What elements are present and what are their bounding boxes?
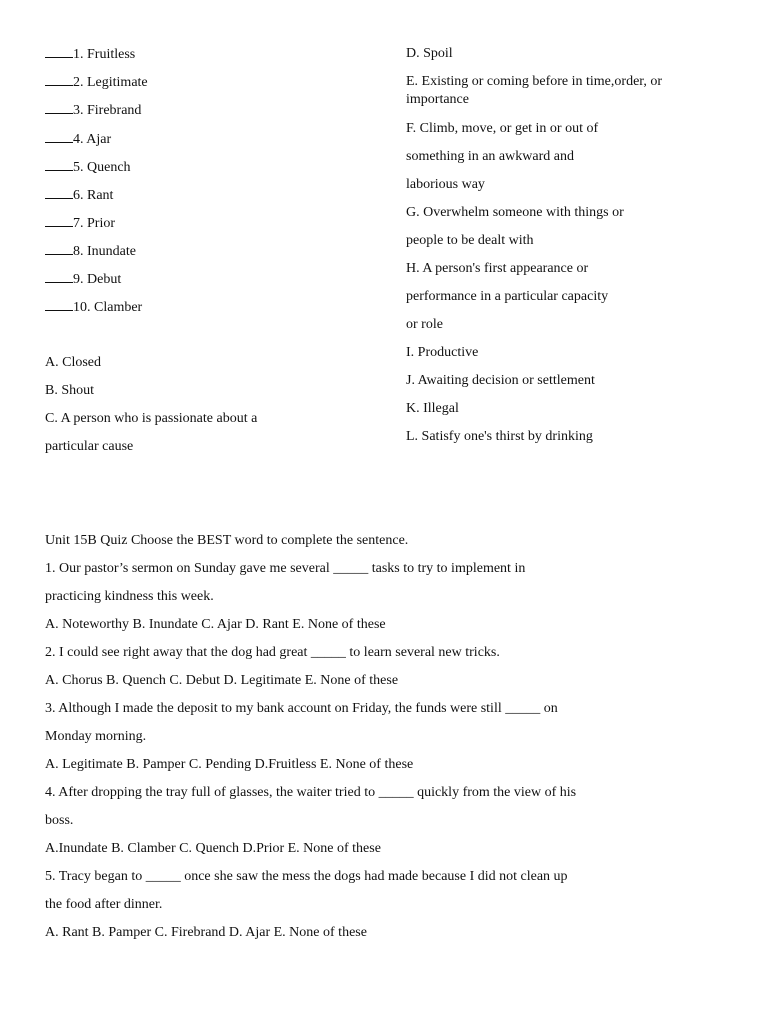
definition-line: E. Existing or coming before in time,order, or bbox=[406, 74, 663, 89]
answer-options: A.Inundate B. Clamber C. Quench D.Prior E. None of these bbox=[45, 841, 381, 856]
answer-options: A. Chorus B. Quench C. Debut D. Legitimate E. None of these bbox=[45, 673, 399, 688]
answer-blank[interactable] bbox=[45, 130, 73, 143]
answer-blank[interactable] bbox=[45, 298, 73, 311]
term-item: 10. Clamber bbox=[45, 298, 142, 317]
question-text: practicing kindness this week. bbox=[45, 589, 214, 604]
answer-blank[interactable] bbox=[45, 214, 73, 227]
definition-line: L. Satisfy one's thirst by drinking bbox=[406, 429, 593, 444]
definition-line: H. A person's first appearance or bbox=[406, 261, 589, 276]
answer-blank[interactable] bbox=[45, 73, 73, 86]
definition-line: performance in a particular capacity bbox=[406, 289, 609, 304]
definition-line: laborious way bbox=[406, 177, 485, 192]
question-text: 4. After dropping the tray full of glasses, the waiter tried to _____ quickly from the view of his bbox=[45, 785, 577, 800]
term-item: 6. Rant bbox=[45, 186, 113, 205]
definition-line: I. Productive bbox=[406, 345, 479, 360]
definition-line: J. Awaiting decision or settlement bbox=[406, 373, 595, 388]
definition-line: G. Overwhelm someone with things or bbox=[406, 205, 624, 220]
definition-line: C. A person who is passionate about a bbox=[45, 411, 258, 426]
term-item: 2. Legitimate bbox=[45, 73, 148, 92]
question-text: 2. I could see right away that the dog had great _____ to learn several new tricks. bbox=[45, 645, 500, 660]
definition-line: people to be dealt with bbox=[406, 233, 534, 248]
answer-options: A. Legitimate B. Pamper C. Pending D.Fruitless E. None of these bbox=[45, 757, 414, 772]
definition-line: particular cause bbox=[45, 439, 134, 454]
definition-line: D. Spoil bbox=[406, 46, 453, 61]
term-item: 9. Debut bbox=[45, 270, 121, 289]
definition-line: or role bbox=[406, 317, 443, 332]
answer-options: A. Noteworthy B. Inundate C. Ajar D. Rant E. None of these bbox=[45, 617, 386, 632]
definition-line: F. Climb, move, or get in or out of bbox=[406, 121, 599, 136]
definition-line: something in an awkward and bbox=[406, 149, 574, 164]
answer-options: A. Rant B. Pamper C. Firebrand D. Ajar E. None of these bbox=[45, 925, 367, 940]
answer-blank[interactable] bbox=[45, 158, 73, 171]
question-text: the food after dinner. bbox=[45, 897, 163, 912]
answer-blank[interactable] bbox=[45, 242, 73, 255]
answer-blank[interactable] bbox=[45, 270, 73, 283]
term-item: 3. Firebrand bbox=[45, 101, 141, 120]
question-text: Monday morning. bbox=[45, 729, 147, 744]
definition-line: importance bbox=[406, 92, 469, 107]
quiz-heading: Unit 15B Quiz Choose the BEST word to complete the sentence. bbox=[45, 533, 409, 548]
term-item: 4. Ajar bbox=[45, 130, 111, 149]
question-text: boss. bbox=[45, 813, 74, 828]
definition-line: K. Illegal bbox=[406, 401, 459, 416]
answer-blank[interactable] bbox=[45, 186, 73, 199]
term-item: 8. Inundate bbox=[45, 242, 136, 261]
answer-blank[interactable] bbox=[45, 101, 73, 114]
term-item: 7. Prior bbox=[45, 214, 115, 233]
definition-line: B. Shout bbox=[45, 383, 95, 398]
question-text: 5. Tracy began to _____ once she saw the mess the dogs had made because I did not clean up bbox=[45, 869, 568, 884]
term-item: 1. Fruitless bbox=[45, 45, 135, 64]
answer-blank[interactable] bbox=[45, 45, 73, 58]
definition-line: A. Closed bbox=[45, 355, 101, 370]
term-item: 5. Quench bbox=[45, 158, 131, 177]
question-text: 3. Although I made the deposit to my bank account on Friday, the funds were still _____ on bbox=[45, 701, 558, 716]
question-text: 1. Our pastor’s sermon on Sunday gave me several _____ tasks to try to implement in bbox=[45, 561, 526, 576]
